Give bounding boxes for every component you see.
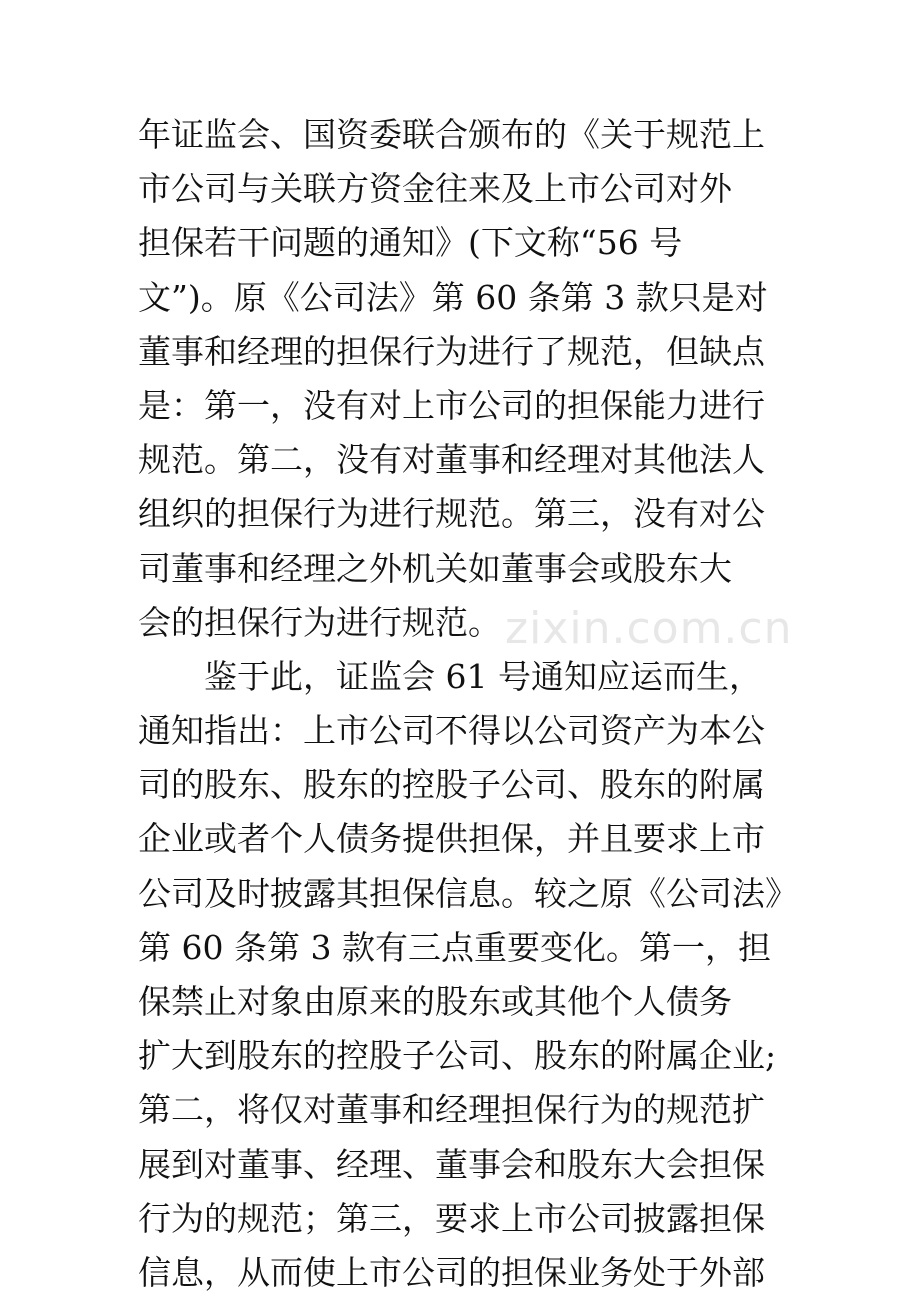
- text-line: 第 60 条第 3 款有三点重要变化。第一，担: [138, 927, 771, 967]
- text-line: 公司及时披露其担保信息。较之原《公司法》: [138, 873, 798, 913]
- text-line: 组织的担保行为进行规范。第三，没有对公: [138, 494, 765, 534]
- text-line: 会的担保行为进行规范。: [138, 602, 501, 642]
- text-line: 是：第一，没有对上市公司的担保能力进行: [138, 385, 765, 425]
- text-line: 信息，从而使上市公司的担保业务处于外部: [138, 1252, 765, 1292]
- text-line: 规范。第二，没有对董事和经理对其他法人: [138, 440, 765, 480]
- text-line: 年证监会、国资委联合颁布的《关于规范上: [138, 115, 765, 154]
- text-line: 文”)。原《公司法》第 60 条第 3 款只是对: [138, 277, 768, 317]
- text-line: 第二，将仅对董事和经理担保行为的规范扩: [138, 1090, 765, 1130]
- document-body: [138, 108, 798, 1300]
- text-line: 董事和经理的担保行为进行了规范，但缺点: [138, 331, 765, 371]
- text-line: 通知指出：上市公司不得以公司资产为本公: [138, 711, 765, 751]
- text-line: 行为的规范；第三，要求上市公司披露担保: [138, 1198, 765, 1238]
- text-line: 鉴于此，证监会 61 号通知应运而生，: [138, 656, 762, 696]
- text-line: 保禁止对象由原来的股东或其他个人债务: [138, 982, 732, 1021]
- watermark: zixin.com.cn: [505, 603, 793, 654]
- text-line: 企业或者个人债务提供担保，并且要求上市: [138, 819, 765, 859]
- text-line: 司董事和经理之外机关如董事会或股东大: [138, 548, 732, 588]
- text-line: 市公司与关联方资金往来及上市公司对外: [138, 169, 732, 209]
- text-line: 扩大到股东的控股子公司、股东的附属企业;: [138, 1036, 777, 1076]
- text-line: 司的股东、股东的控股子公司、股东的附属: [138, 765, 765, 805]
- text-line: 展到对董事、经理、董事会和股东大会担保: [138, 1144, 765, 1184]
- text-line: 担保若干问题的通知》(下文称“56 号: [138, 223, 683, 263]
